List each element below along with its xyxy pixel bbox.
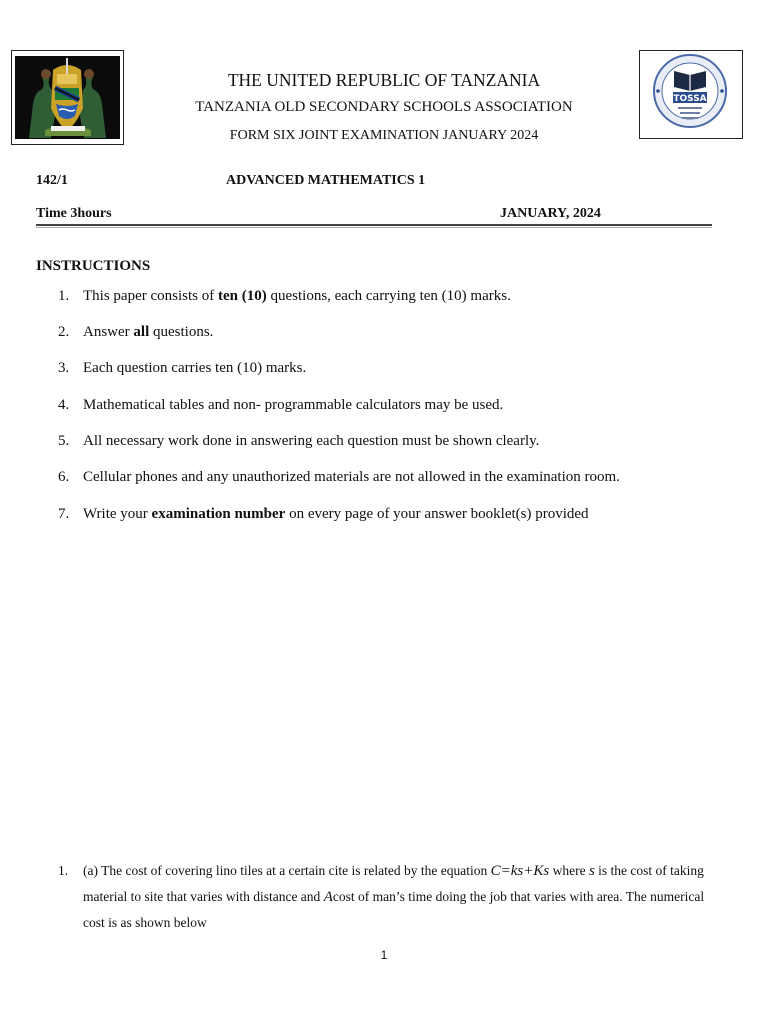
- association-heading: TANZANIA OLD SECONDARY SCHOOLS ASSOCIATION: [195, 99, 573, 115]
- header-divider-shadow: [36, 227, 712, 228]
- republic-heading: THE UNITED REPUBLIC OF TANZANIA: [227, 70, 541, 90]
- variable-a: A: [323, 889, 333, 905]
- question-1a-text: (a) The cost of covering lino tiles at a certain cite is related by the equation C=ks+Ks where s is the cost of taking material to site that varies with distance and Acost of man’s time doing the job that varies with area. The numerical cost is as shown below: [83, 863, 705, 930]
- paper-code: 142/1: [36, 173, 68, 188]
- variable-s: s: [588, 863, 595, 879]
- tossa-logo: [639, 50, 743, 139]
- cost-equation: C=ks+Ks: [490, 863, 550, 879]
- exam-date: JANUARY, 2024: [500, 206, 601, 221]
- paper-title: ADVANCED MATHEMATICS 1: [226, 173, 426, 188]
- instruction-item: 1. This paper consists of ten (10) questions, each carrying ten (10) marks.: [58, 288, 511, 304]
- exam-duration: Time 3hours: [36, 206, 112, 221]
- instruction-item: 4. Mathematical tables and non- programmable calculators may be used.: [58, 397, 504, 413]
- tossa-seal-icon: [640, 51, 742, 138]
- question-number: 1.: [58, 863, 69, 878]
- header-divider: [36, 224, 712, 226]
- instruction-item: 2. Answer all questions.: [58, 324, 214, 340]
- instruction-item: 6. Cellular phones and any unauthorized materials are not allowed in the examination room.: [58, 469, 620, 485]
- coat-of-arms-icon: [15, 56, 120, 139]
- instruction-item: 3. Each question carries ten (10) marks.: [58, 360, 307, 376]
- page-number: 1: [380, 948, 388, 962]
- seal-text: TOSSA: [673, 94, 707, 104]
- instructions-heading: INSTRUCTIONS: [36, 258, 151, 274]
- question-1: [58, 858, 718, 935]
- exam-heading: FORM SIX JOINT EXAMINATION JANUARY 2024: [229, 128, 539, 143]
- instruction-item: 5. All necessary work done in answering each question must be shown clearly.: [58, 433, 540, 449]
- instruction-item: 7. Write your examination number on every page of your answer booklet(s) provided: [58, 506, 589, 522]
